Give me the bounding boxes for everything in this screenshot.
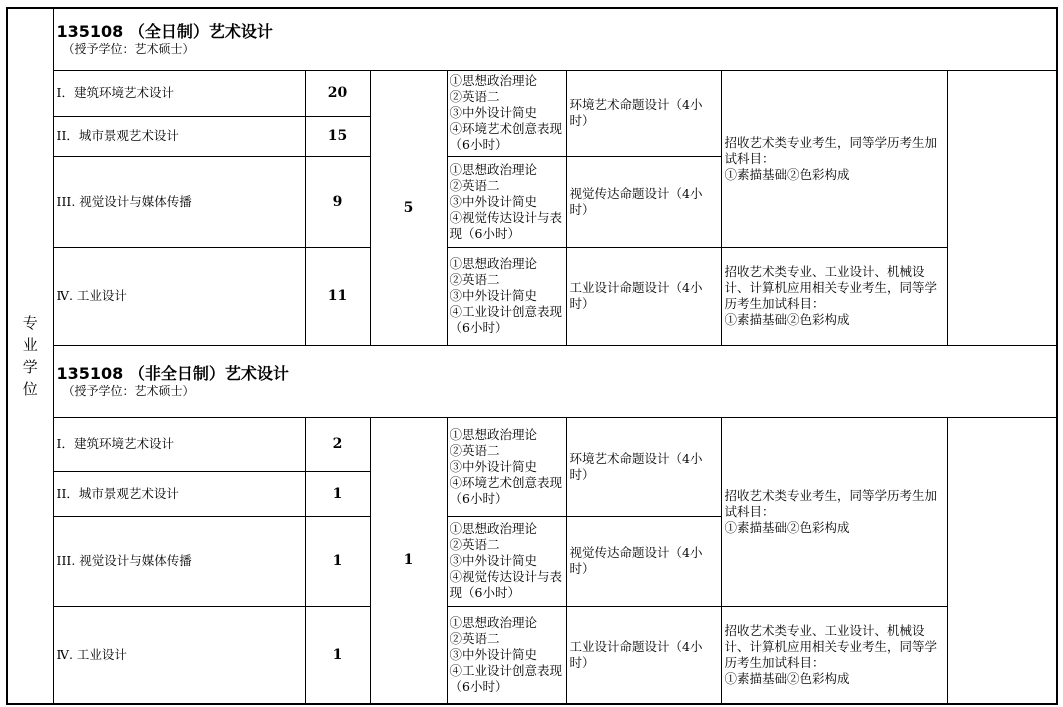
subject-line: ③中外设计简史: [449, 193, 538, 209]
direction-quota: 20: [305, 70, 370, 116]
remark-line: 招收艺术类专业、工业设计、机械设计、计算机应用相关专业考生，同等学历考生加试科目：: [724, 622, 938, 670]
exam-subjects: [447, 70, 566, 156]
section-total: 1: [370, 417, 447, 704]
subject-line: ④环境艺术创意表现（6小时）: [449, 121, 563, 152]
direction-quota: 2: [305, 417, 370, 471]
section-total: 5: [370, 70, 447, 345]
re-exam-subject: 视觉传达命题设计（4小时）: [566, 516, 721, 606]
subject-line: ②英语二: [449, 537, 500, 552]
direction-quota: 1: [305, 606, 370, 704]
direction-name: II．城市景观艺术设计: [53, 116, 305, 156]
blank-cell: [947, 417, 1057, 704]
re-exam-subject: 工业设计命题设计（4小时）: [566, 606, 721, 704]
re-exam-subject: 视觉传达命题设计（4小时）: [566, 156, 721, 247]
remark-line: ①素描基础②色彩构成: [724, 519, 850, 535]
blank-cell: [947, 70, 1057, 345]
subject-line: ④工业设计创意表现（6小时）: [449, 662, 563, 694]
remarks: [721, 606, 947, 704]
subject-line: ④视觉传达设计与表现（6小时）: [449, 569, 563, 600]
subject-line: ④环境艺术创意表现（6小时）: [449, 474, 563, 506]
subject-line: ④视觉传达设计与表现（6小时）: [449, 209, 563, 241]
section-header: [53, 345, 1057, 417]
direction-quota: 1: [305, 516, 370, 606]
subject-line: ②英语二: [449, 442, 500, 458]
remark-line: ①素描基础②色彩构成: [724, 166, 850, 182]
remark-line: 招收艺术类专业考生，同等学历考生加试科目：: [724, 487, 938, 519]
subject-line: ②英语二: [449, 272, 500, 287]
direction-name: Ⅰ．建筑环境艺术设计: [53, 70, 305, 116]
section-code-title: 135108 （非全日制）艺术设计: [56, 363, 289, 383]
remarks: [721, 70, 947, 247]
remark-line: ①素描基础②色彩构成: [724, 312, 850, 327]
remarks: [721, 417, 947, 606]
subject-line: ③中外设计简史: [449, 458, 538, 474]
re-exam-subject: 环境艺术命题设计（4小时）: [566, 417, 721, 516]
subject-line: ③中外设计简史: [449, 646, 538, 662]
exam-subjects: [447, 156, 566, 247]
section-code-title: 135108 （全日制）艺术设计: [56, 21, 273, 41]
subject-line: ③中外设计简史: [449, 553, 538, 568]
re-exam-subject: 工业设计命题设计（4小时）: [566, 247, 721, 345]
subject-line: ①思想政治理论: [449, 426, 538, 442]
section-degree: （授予学位：艺术硕士）: [62, 383, 195, 398]
subject-line: ①思想政治理论: [449, 614, 538, 630]
subject-line: ①思想政治理论: [449, 161, 538, 177]
remarks: [721, 247, 947, 345]
direction-name: III. 视觉设计与媒体传播: [53, 156, 305, 247]
subject-line: ①思想政治理论: [449, 73, 538, 88]
subject-line: ④工业设计创意表现（6小时）: [449, 304, 563, 335]
section-degree: （授予学位：艺术硕士）: [62, 41, 195, 56]
direction-name: Ⅳ. 工业设计: [53, 606, 305, 704]
section-header: [53, 8, 1057, 70]
remark-line: ①素描基础②色彩构成: [724, 670, 850, 686]
direction-name: III. 视觉设计与媒体传播: [53, 516, 305, 606]
exam-subjects: [447, 516, 566, 606]
category-cell: [7, 8, 53, 704]
direction-name: Ⅳ. 工业设计: [53, 247, 305, 345]
direction-quota: 9: [305, 156, 370, 247]
category-label: 专业学位: [22, 314, 38, 398]
direction-name: II．城市景观艺术设计: [53, 471, 305, 516]
subject-line: ②英语二: [449, 630, 500, 646]
admissions-table: [6, 7, 1058, 705]
subject-line: ③中外设计简史: [449, 105, 538, 120]
subject-line: ②英语二: [449, 89, 500, 104]
remark-line: 招收艺术类专业考生，同等学历考生加试科目：: [724, 134, 938, 166]
direction-quota: 1: [305, 471, 370, 516]
exam-subjects: [447, 606, 566, 704]
direction-quota: 11: [305, 247, 370, 345]
subject-line: ①思想政治理论: [449, 256, 538, 271]
subject-line: ③中外设计简史: [449, 288, 538, 303]
direction-quota: 15: [305, 116, 370, 156]
subject-line: ①思想政治理论: [449, 521, 538, 536]
re-exam-subject: 环境艺术命题设计（4小时）: [566, 70, 721, 156]
remark-line: 招收艺术类专业、工业设计、机械设计、计算机应用相关专业考生，同等学历考生加试科目：: [724, 264, 938, 311]
subject-line: ②英语二: [449, 177, 500, 193]
direction-name: Ⅰ．建筑环境艺术设计: [53, 417, 305, 471]
exam-subjects: [447, 417, 566, 516]
exam-subjects: [447, 247, 566, 345]
